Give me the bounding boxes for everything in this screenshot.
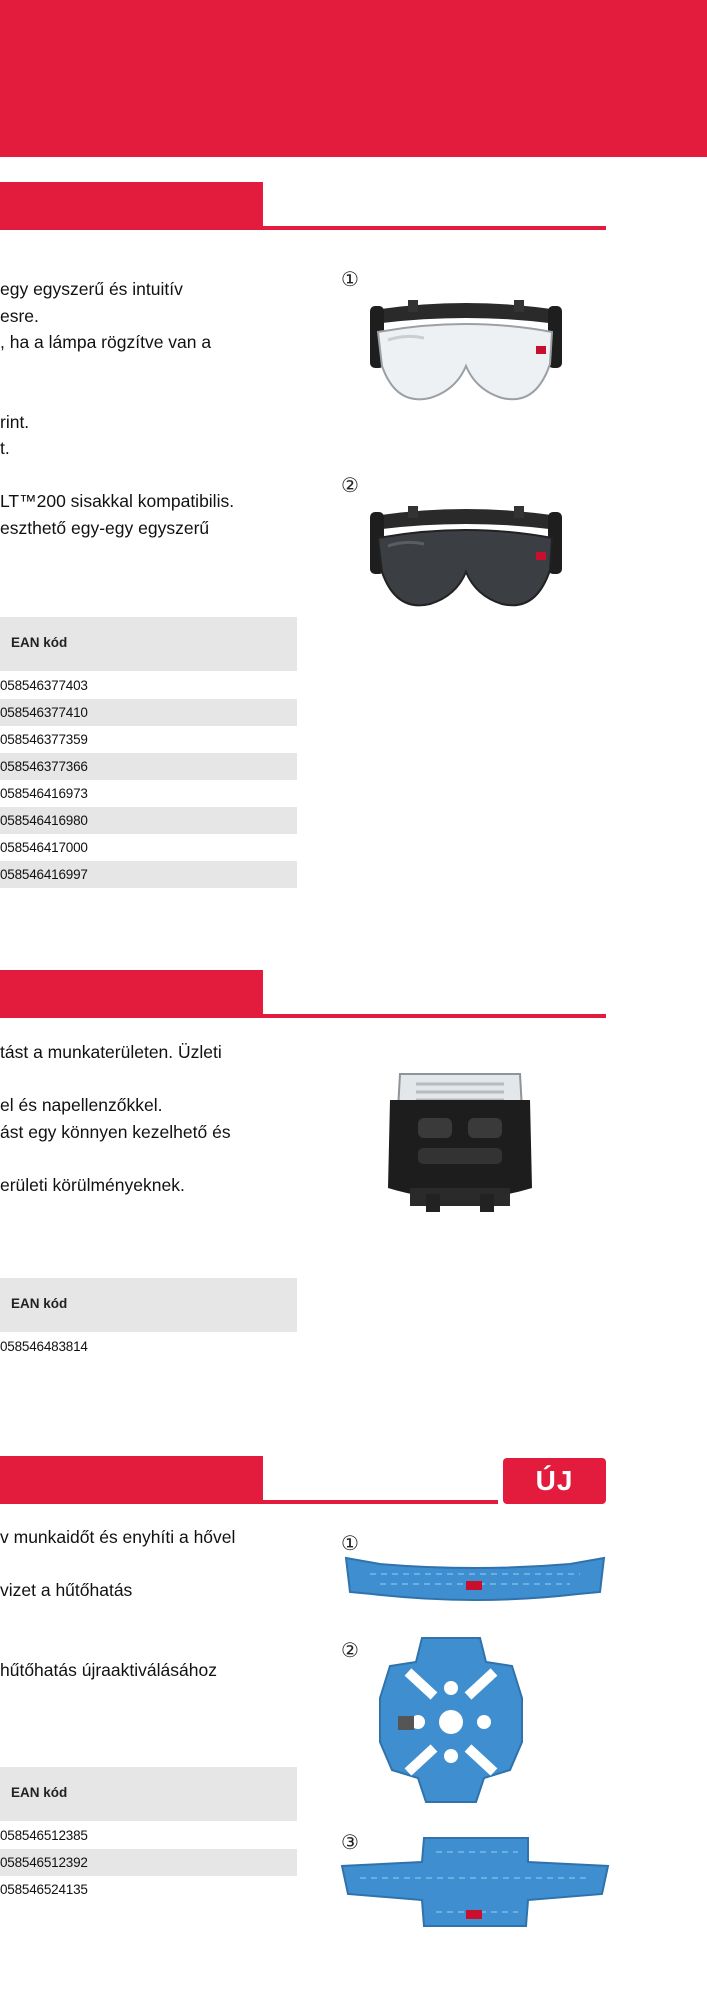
- text-line: esre.: [0, 305, 39, 326]
- section-3-heading-tab: [0, 1456, 263, 1502]
- ean-column-header: EAN kód: [11, 635, 68, 650]
- text-line: [0, 382, 234, 409]
- tinted-goggles-image: [366, 500, 566, 632]
- header-red-band: [0, 0, 707, 157]
- text-line: v munkaidőt és enyhíti a hővel: [0, 1527, 236, 1547]
- ean-value: 058546417000: [0, 840, 88, 855]
- clear-goggles-image: [366, 294, 566, 426]
- text-line: ást egy könnyen kezelhető és: [0, 1121, 231, 1142]
- table-row: [0, 1822, 297, 1849]
- ean-value: 058546377366: [0, 759, 88, 774]
- text-line: [0, 1066, 231, 1093]
- text-line: t.: [0, 438, 10, 458]
- table-row: [0, 1876, 297, 1903]
- ean-value: 058546524135: [0, 1882, 88, 1897]
- text-line: eszthető egy-egy egyszerű: [0, 517, 210, 538]
- new-badge: ÚJ: [503, 1458, 606, 1504]
- text-line: [0, 1604, 235, 1631]
- ean-value: 058546483814: [0, 1339, 88, 1354]
- text-line: erületi körülményeknek.: [0, 1174, 185, 1195]
- section-3-divider: [0, 1500, 498, 1504]
- image-number-2: ②: [341, 1640, 359, 1662]
- cooling-pad-crown-image: [372, 1632, 530, 1806]
- ean-value: 058546512392: [0, 1855, 88, 1870]
- text-line: [0, 462, 234, 489]
- table-row: [0, 807, 297, 834]
- text-line: , ha a lámpa rögzítve van a: [0, 332, 212, 352]
- table-row: [0, 699, 297, 726]
- text-line: rint.: [0, 411, 30, 432]
- text-line: [0, 1630, 235, 1657]
- ean-table-header: [0, 1278, 297, 1332]
- table-row: [0, 1333, 297, 1360]
- section-1-description: [0, 276, 234, 541]
- ean-value: 058546377359: [0, 732, 88, 747]
- cooling-pad-brow-image: [340, 1540, 610, 1614]
- ean-table-header: [0, 617, 297, 671]
- ean-column-header: EAN kód: [11, 1296, 68, 1311]
- text-line: LT™200 sisakkal kompatibilis.: [0, 491, 235, 511]
- table-row: [0, 861, 297, 888]
- section-2-heading-tab: [0, 970, 263, 1016]
- image-number-1: ①: [341, 1533, 359, 1555]
- ean-value: 058546377410: [0, 705, 88, 720]
- text-line: el és napellenzőkkel.: [0, 1095, 163, 1115]
- text-line: vizet a hűtőhatás: [0, 1580, 133, 1600]
- text-line: [0, 1145, 231, 1172]
- table-row: [0, 780, 297, 807]
- text-line: egy egyszerű és intuitív: [0, 279, 183, 299]
- table-row: [0, 1849, 297, 1876]
- ean-value: 058546377403: [0, 678, 88, 693]
- section-2-description: [0, 1039, 231, 1198]
- ean-value: 058546416997: [0, 867, 88, 882]
- ean-table-header: [0, 1767, 297, 1821]
- table-row: [0, 672, 297, 699]
- section-1-heading-tab: [0, 182, 263, 228]
- image-number-3: ③: [341, 1832, 359, 1854]
- ean-column-header: EAN kód: [11, 1785, 68, 1800]
- ean-value: 058546512385: [0, 1828, 88, 1843]
- text-line: [0, 356, 234, 383]
- image-number-1: ①: [341, 269, 359, 291]
- table-row: [0, 834, 297, 861]
- cooling-pad-neck-image: [340, 1834, 610, 1930]
- table-row: [0, 753, 297, 780]
- image-number-2: ②: [341, 475, 359, 497]
- text-line: tást a munkaterületen. Üzleti: [0, 1042, 222, 1062]
- visor-bracket-image: [380, 1070, 540, 1220]
- text-line: hűtőhatás újraaktiválásához: [0, 1659, 217, 1680]
- section-2-divider: [0, 1014, 606, 1018]
- text-line: [0, 1551, 235, 1578]
- section-3-description: [0, 1524, 235, 1683]
- ean-value: 058546416980: [0, 813, 88, 828]
- ean-value: 058546416973: [0, 786, 88, 801]
- section-1-divider: [0, 226, 606, 230]
- table-row: [0, 726, 297, 753]
